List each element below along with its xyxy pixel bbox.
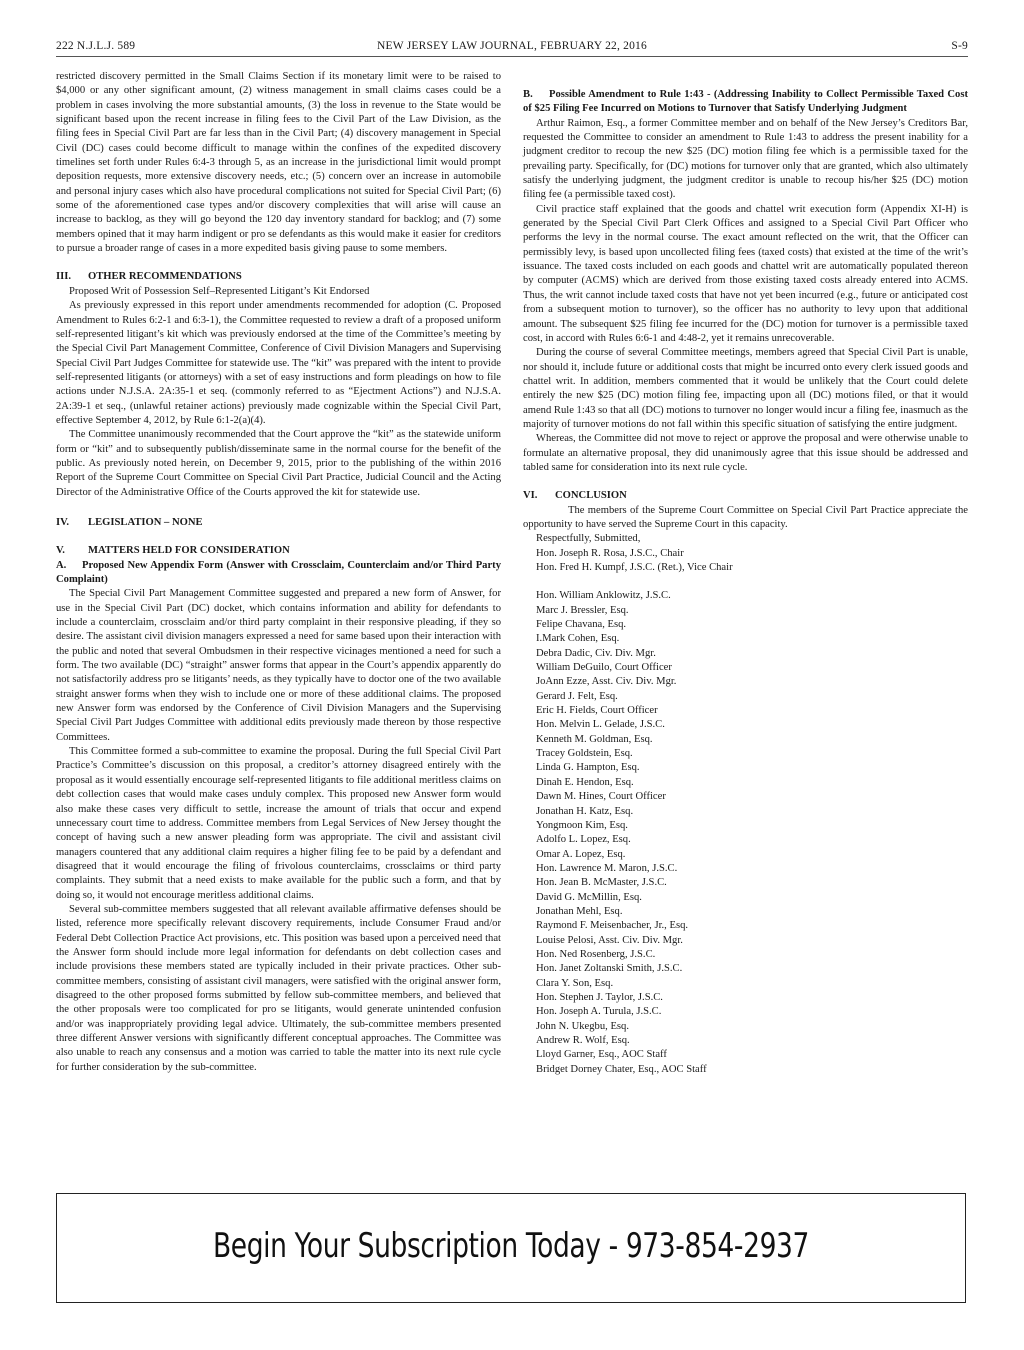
paragraph: During the course of several Committee meetings, members agreed that Special Civil Part is unable, nor should it, include future or additional costs that might be incurred onto every clerk issued goods and chattel writ. In addition, members commented that it would be unlikely that the Court could delete entirely the new $25 (DC) motion filing fee, impacting upon all (DC) motions filed, or that it would amend Rule 1:43 so that all (DC) motions to turnover no longer would incur a filing fee, inasmuch as the majority of turnover motions do not fall within this specific situation of satisfying the entire judgment. xyxy=(523,347,968,430)
intro-paragraph: restricted discovery permitted in the Small Claims Section if its monetary limit were to be raised to $4,000 or any other significant amount, (2) witness management in small claims cases could be a problem in cases involving the more substantial amounts, (3) the loss in revenue to the State would be significant based upon the recent increase in filing fees to the Civil Part of the Law Division, as the filing fees in Special Civil Part are far less than in the Civil Part; (4) discovery management in Special Civil (DC) cases could become difficult to manage within the confines of the expedited discovery timelines set forth under Rules 6:4-3 through 5, as an increase in the jurisdictional limit would prompt deposition requests, more extensive discovery needs, etc.; (5) concern over an increase in automobile and personal injury cases which also have procedural complications not suited for Special Civil Part; (6) some of the aforementioned case types and/or discovery complexities that will arise will cause an increase to backlog, as they will go beyond the 120 day inventory standard for backlog; and (7) some members opined that it may harm indigent or pro se defendants as this would make it easier for creditors to pursue a broader range of cases in a more expedited basis giving pause to some members. xyxy=(56,71,501,255)
vice-chair-name: Hon. Fred H. Kumpf, J.S.C. (Ret.), Vice Chair xyxy=(536,562,733,573)
subsection-number: B. xyxy=(523,89,533,100)
committee-member: Hon. Janet Zoltanski Smith, J.S.C. xyxy=(536,963,683,975)
committee-member: Adolfo L. Lopez, Esq. xyxy=(536,834,631,846)
committee-member: David G. McMillin, Esq. xyxy=(536,891,642,903)
section-title: MATTERS HELD FOR CONSIDERATION xyxy=(88,545,290,557)
paragraph: As previously expressed in this report under amendments recommended for adoption (C. Proposed Amendment to Rules 6:2-1 and 6:3-1), the Committee requested to review a draft of a proposed uniform self-represented litigant’s kit which was previously endorsed at the time of the Committee’s meeting by the Special Civil Part Management Committee, Conference of Civil Division Managers and Supervising Special Civil Part Judges Committee for statewide use. The “kit” was prepared with the intent to provide self-represented litigants (or attorneys) with a set of easy instructions and form pleadings on how to file actions under N.J.S.A. 2A:35-1 et seq. (commonly referred to as “Ejectment Actions”) and N.J.S.A. 2A:39-1 et seq., (unlawful retainer actions) previously made cognizable within the Special Civil Part, effective September 4, 2012, by Rule 6:1-2(a)(4). xyxy=(56,300,501,426)
subsection-title: Possible Amendment to Rule 1:43 - (Addressing Inability to Collect Permissible Taxed Cost of $25 Filing Fee Incurred on Motions to Turnover that Satisfy Underlying Judgment xyxy=(523,89,968,115)
committee-member: Hon. Ned Rosenberg, J.S.C. xyxy=(536,948,656,960)
committee-member: Bridget Dorney Chater, Esq., AOC Staff xyxy=(536,1063,707,1075)
paragraph: The Special Civil Part Management Committee suggested and prepared a new form of Answer, for use in the Special Civil Part (DC) docket, which contains information and ability for defendants to include a counterclaim, crossclaim and/or third party complaint in their responsive pleading, if they so desire. The assistant civil division managers expressed a need for same based upon their interaction with the public and noted that several Ombudsmen in their respective vicinages mentioned a need for such a form. The two available (DC) “straight” answer forms that appear in the Court’s appendix apparently do not satisfactorily address pro se litigants’ needs, as they typically have to doctor one of the two available straight answer forms when they wish to include one or more of these additional claims. The proposed new Answer form was endorsed by the Conference of Civil Division Managers and the Supervising Special Civil Part Judges Committee with additional edits previously made thereon by those respective Committees. xyxy=(56,588,501,743)
committee-member: Hon. Joseph A. Turula, J.S.C. xyxy=(536,1006,662,1018)
committee-member: Hon. Melvin L. Gelade, J.S.C. xyxy=(536,719,665,731)
committee-member: Jonathan Mehl, Esq. xyxy=(536,905,623,917)
section-number: V. xyxy=(56,545,65,557)
paragraph: Civil practice staff explained that the goods and chattel writ execution form (Appendix XI-H) is generated by the Special Civil Part Clerk Offices and assigned to a Special Civil Part Officer who performs the levy in the normal course. The exact amount reflected on the writ, that the Officer can permissibly levy, is based upon uncollected filing fees (taxed costs) that existed at the time of the writ’s issuance. The taxed costs included on each goods and chattel writ are automatically populated thereon by computer (ACMS) which are derived from those existing taxed costs already entered into ACMS. Thus, the writ cannot include taxed costs that have not yet been incurred (e.g., future or anticipated cost from a subsequent motion to turnover), so the officer has no authority to levy upon that additional amount. The subsequent $25 filing fee incurred for the (DC) motion for turnover is a permissible taxed cost, in accord with Rules 6:6-1 and 4:48-2, yet it remains unrecoverable. xyxy=(523,203,968,344)
committee-member: I.Mark Cohen, Esq. xyxy=(536,633,620,645)
committee-member: Debra Dadic, Civ. Div. Mgr. xyxy=(536,647,656,659)
paragraph: Several sub-committee members suggested that all relevant available affirmative defenses should be listed, reference more specifically relevant discovery requirements, include Consumer Fraud and/or Federal Debt Collection Practice Act provisions, etc. This position was based upon a perceived need that the Answer form should include more legal information for defendants on debt collection cases and include provisions these members stated are typically included in their private practices. Other sub-committee members, consisting of assistant civil managers, were satisfied with the original answer form, disagreed to the other proposed forms submitted by fellow sub-committee members, and believed that the other proposals were too complicated for pro se litigants, would generate unintended confusion and/or was inappropriately providing legal advice. Ultimately, the sub-committee members presented three different Answer versions with significantly different conceptual approaches. The Committee was also unable to reach any consensus and a motion was carried to table the matter into its next rule cycle for further consideration by the sub-committee. xyxy=(56,903,501,1073)
paragraph: This Committee formed a sub-committee to examine the proposal. During the full Special Civil Part Practice’s Committee’s discussion on this proposal, a creditor’s attorney disagreed entirely with the proposal as it would essentially encourage self-represented litigants to file additional meritless claims on debt collection cases that would make cases unduly complex. This proposed new Answer form would also make these cases very difficult to settle, increase the amount of trials that occur and expend unnecessary court time to address. Committee members from Legal Services of New Jersey thought the concept of having such a new answer pleading form was appropriate. The civil and assistant civil managers countered that any additional claim requires a higher filing fee to be paid by a defendant and disagreed that it would encourage the filing of frivolous counterclaims, crossclaims or third party complaints. They submit that a need exists to make available for the public such a form, and that by doing so, it would not encourage meritless additional claims. xyxy=(56,746,501,901)
committee-member: Raymond F. Meisenbacher, Jr., Esq. xyxy=(536,920,689,932)
committee-member: Andrew R. Wolf, Esq. xyxy=(536,1035,630,1046)
committee-member: John N. Ukegbu, Esq. xyxy=(536,1020,629,1032)
paragraph: Arthur Raimon, Esq., a former Committee member and on behalf of the New Jersey’s Creditors Bar, requested the Committee to consider an amendment to Rule 1:43 to address the present inability for a judgment creditor to recoup the new $25 (DC) motion filing fee which is a permissible taxed for the prevailing party. Specifically, for (DC) motions for turnover only that are granted, which also ultimately satisfy the underlying judgment, the judgment creditor is unable to recoup his/her $25 (DC) motion filing fee (a permissible taxed cost). xyxy=(523,117,968,201)
committee-members-list xyxy=(523,589,968,1077)
section-heading-iii xyxy=(56,270,501,284)
subsection-title: Proposed New Appendix Form (Answer with Crossclaim, Counterclaim and/or Third Party Complaint) xyxy=(56,559,501,585)
committee-member: William DeGuilo, Court Officer xyxy=(536,662,672,674)
committee-member: Jonathan H. Katz, Esq. xyxy=(536,805,634,817)
section-number: III. xyxy=(56,271,72,283)
section-title: OTHER RECOMMENDATIONS xyxy=(88,271,242,283)
subsection-heading-a xyxy=(56,559,501,588)
section-number: VI. xyxy=(523,490,538,502)
committee-member: Kenneth M. Goldman, Esq. xyxy=(536,733,653,745)
paragraph: Whereas, the Committee did not move to reject or approve the proposal and were otherwise unable to formulate an alternative proposal, they did unanimously agree that this issue should be addressed and tabled same for consideration into its next rule cycle. xyxy=(523,433,968,473)
paragraph: The Committee unanimously recommended that the Court approve the “kit” as the statewide uniform form or “kit” and to subsequently publish/disseminate same in the normal course for the benefit of the public. As previously noted herein, on December 9, 2015, prior to the publishing of the within 2016 Report of the Supreme Court Committee on Special Civil Part Practice, Judicial Council and the Acting Director of the Administrative Office of the Courts approved the kit for statewide use. xyxy=(56,429,501,498)
section-heading-iv xyxy=(56,516,501,530)
committee-member: Felipe Chavana, Esq. xyxy=(536,619,627,631)
committee-member: Dawn M. Hines, Court Officer xyxy=(536,791,666,803)
committee-member: Hon. Stephen J. Taylor, J.S.C. xyxy=(536,991,663,1003)
committee-member: Tracey Goldstein, Esq. xyxy=(536,748,633,760)
section-title: LEGISLATION – NONE xyxy=(88,516,203,528)
section-heading-vi xyxy=(523,489,968,503)
section-number: IV. xyxy=(56,516,70,528)
subscription-banner xyxy=(56,1193,966,1303)
committee-member: Eric H. Fields, Court Officer xyxy=(536,705,658,717)
subscription-text: Begin Your Subscription Today - 973-854-2937 xyxy=(212,1226,810,1266)
committee-member: JoAnn Ezze, Asst. Civ. Div. Mgr. xyxy=(536,676,677,688)
right-column xyxy=(523,70,968,1077)
page-header xyxy=(56,40,968,57)
committee-member: Hon. Jean B. McMaster, J.S.C. xyxy=(536,877,667,889)
committee-member: Lloyd Garner, Esq., AOC Staff xyxy=(536,1049,667,1061)
committee-member: Yongmoon Kim, Esq. xyxy=(536,819,628,831)
section-title: CONCLUSION xyxy=(555,490,627,502)
committee-member: Dinah E. Hendon, Esq. xyxy=(536,776,634,788)
chair-name: Hon. Joseph R. Rosa, J.S.C., Chair xyxy=(536,547,684,559)
header-publication-date: NEW JERSEY LAW JOURNAL, FEBRUARY 22, 2016 xyxy=(377,40,647,52)
header-citation: 222 N.J.L.J. 589 xyxy=(56,40,136,52)
committee-member: Louise Pelosi, Asst. Civ. Div. Mgr. xyxy=(536,934,683,946)
subsection-heading-b xyxy=(523,88,968,117)
section-subtitle: Proposed Writ of Possession Self–Represented Litigant’s Kit Endorsed xyxy=(69,285,370,297)
header-page-number: S-9 xyxy=(951,40,968,52)
committee-member: Omar A. Lopez, Esq. xyxy=(536,848,626,860)
section-heading-v xyxy=(56,544,501,558)
closing-line: Respectfully, Submitted, xyxy=(536,533,641,545)
committee-member: Linda G. Hampton, Esq. xyxy=(536,762,640,774)
committee-member: Hon. Lawrence M. Maron, J.S.C. xyxy=(536,862,678,874)
committee-member: Clara Y. Son, Esq. xyxy=(536,977,614,989)
committee-member: Marc J. Bressler, Esq. xyxy=(536,604,629,616)
left-column xyxy=(56,70,501,1075)
conclusion-paragraph: The members of the Supreme Court Committee on Special Civil Part Practice appreciate the opportunity to have served the Supreme Court in this capacity. xyxy=(523,504,968,530)
committee-member: Gerard J. Felt, Esq. xyxy=(536,690,618,702)
subsection-number: A. xyxy=(56,559,67,571)
committee-member: Hon. William Anklowitz, J.S.C. xyxy=(536,590,671,602)
